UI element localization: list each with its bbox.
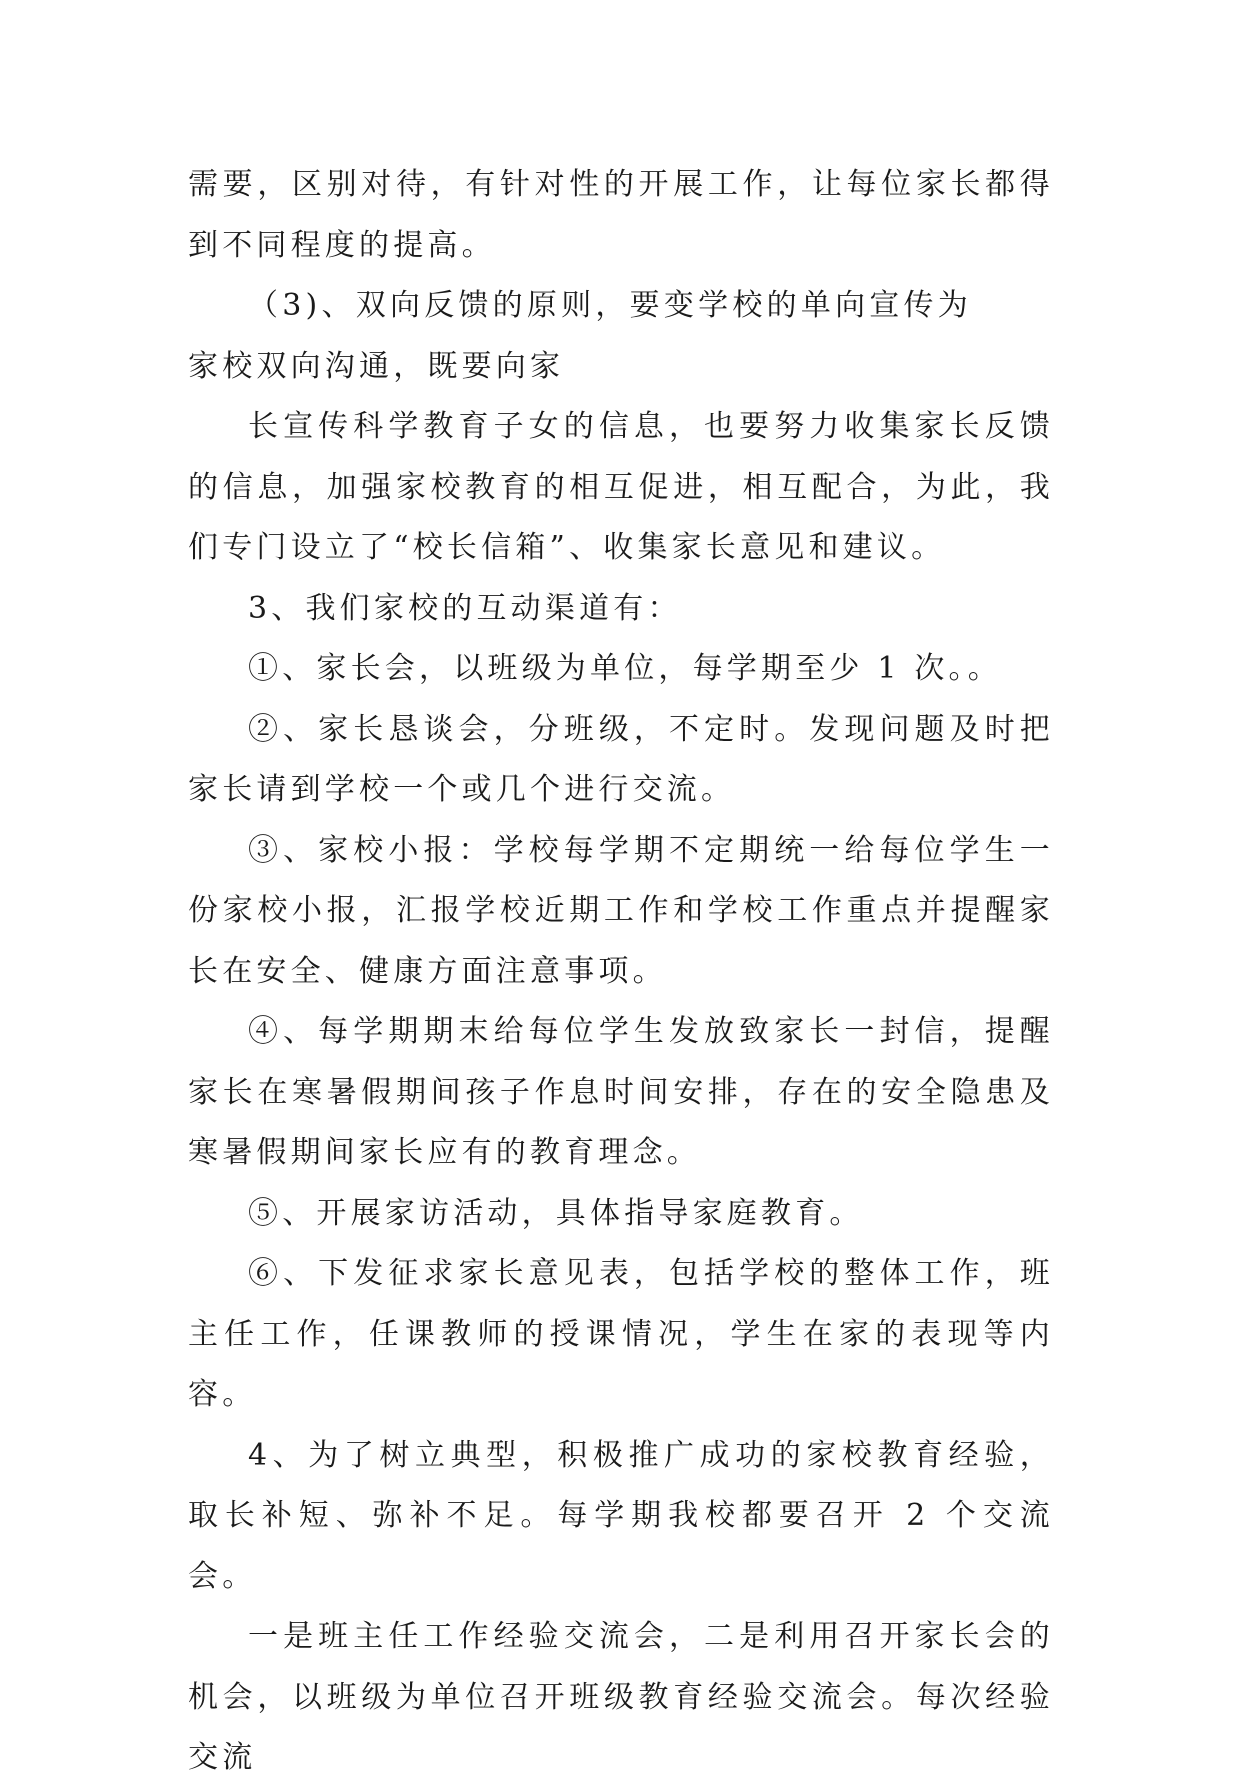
paragraph: 需要，区别对待，有针对性的开展工作，让每位家长都得到不同程度的提高。 xyxy=(188,167,1054,263)
document-body xyxy=(188,155,1054,1789)
paragraph: ③、家校小报：学校每学期不定期统一给每位学生一份家校小报，汇报学校近期工作和学校工作重点并提醒家长在安全、健康方面注意事项。 xyxy=(188,832,1054,989)
paragraph: ②、家长恳谈会，分班级，不定时。发现问题及时把家长请到学校一个或几个进行交流。 xyxy=(188,711,1054,807)
paragraph: ①、家长会，以班级为单位，每学期至少 1 次。。 xyxy=(248,651,1002,686)
paragraph: （3)、双向反馈的原则，要变学校的单向宣传为家校双向沟通，既要向家 xyxy=(188,288,972,384)
paragraph: ⑤、开展家访活动，具体指导家庭教育。 xyxy=(248,1195,864,1231)
paragraph: ④、每学期期末给每位学生发放致家长一封信，提醒家长在寒暑假期间孩子作息时间安排，存在的安全隐患及寒暑假期间家长应有的教育理念。 xyxy=(188,1014,1054,1170)
paragraph: ⑥、下发征求家长意见表，包括学校的整体工作，班主任工作，任课教师的授课情况，学生在家的表现等内容。 xyxy=(188,1256,1054,1412)
paragraph: 3、我们家校的互动渠道有： xyxy=(248,590,682,626)
paragraph: 一是班主任工作经验交流会，二是利用召开家长会的机会，以班级为单位召开班级教育经验交流会。每次经验交流 xyxy=(188,1619,1054,1775)
paragraph: 长宣传科学教育子女的信息，也要努力收集家长反馈的信息，加强家校教育的相互促进，相互配合，为此，我们专门设立了“校长信箱”、收集家长意见和建议。 xyxy=(188,409,1054,565)
paragraph: 4、为了树立典型，积极推广成功的家校教育经验，取长补短、弥补不足。每学期我校都要召开 2 个交流会。 xyxy=(188,1437,1054,1594)
